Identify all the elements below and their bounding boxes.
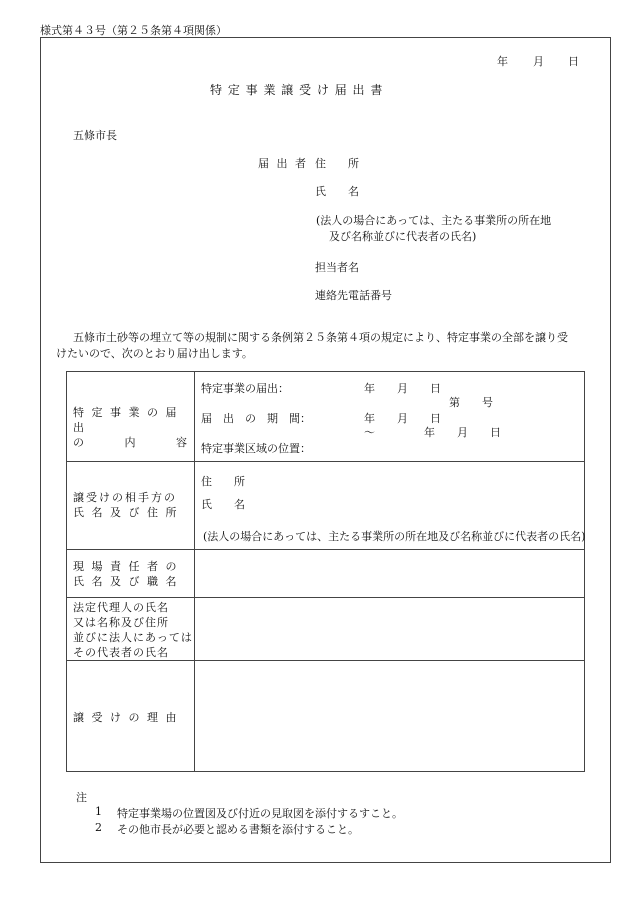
row-label-transferor: 譲受けの相手方の 氏 名 及 び 住 所 [73,491,179,519]
notification-number: 第 号 [449,396,493,409]
table-row-divider [67,549,584,550]
applicant-corp-note-1: (法人の場合にあっては、主たる事業所の所在地 [316,214,552,227]
applicant-name-label: 氏 名 [315,185,359,198]
row-label-legal-representative: 法定代理人の氏名 又は名称及び住所 並びに法人にあっては その代表者の氏名 [73,601,193,659]
date-day: 日 [568,55,579,68]
phone-label: 連絡先電話番号 [315,289,392,302]
date-year: 年 [497,55,508,68]
table-column-divider [194,372,195,771]
body-text-line-2: けたいので、次のとおり届け出します。 [56,347,253,360]
period-tilde: 〜 [364,426,375,439]
row-label-notification-content: 特 定 事 業 の 届 出 の 内 容 [73,406,189,449]
note-1-number: 1 [95,805,102,818]
contact-person-label: 担当者名 [315,261,359,274]
table-row-divider [67,660,584,661]
notes-header: 注 [76,791,87,804]
row-label-transfer-reason: 譲 受 け の 理 由 [73,711,179,724]
period-end-date: 年 月 日 [424,426,501,439]
note-2-number: 2 [95,821,102,834]
notification-label: 特定事業の届出： [201,382,289,395]
transferor-corp-note: (法人の場合にあっては、主たる事業所の所在地及び名称並びに代表者の氏名) [203,530,586,543]
details-table [66,371,585,772]
form-number: 様式第４３号（第２５条第４項関係） [40,24,227,37]
table-row-divider [67,461,584,462]
period-start-date: 年 月 日 [364,412,441,425]
applicant-address-label: 住 所 [315,157,359,170]
row-label-site-manager: 現 場 責 任 者 の 氏 名 及 び 職 名 [73,560,179,588]
date-month: 月 [533,55,544,68]
transferor-address-label: 住 所 [201,475,245,488]
applicant-label: 届 出 者 [258,157,308,170]
transferor-name-label: 氏 名 [201,498,245,511]
notification-date: 年 月 日 [364,382,441,395]
note-1-text: 特定事業場の位置図及び付近の見取図を添付するすこと。 [117,807,403,820]
note-2-text: その他市長が必要と認める書類を添付すること。 [117,823,359,836]
body-text-line-1: 五條市土砂等の埋立て等の規制に関する条例第２５条第４項の規定により、特定事業の全部を譲り受 [73,331,568,344]
area-location-label: 特定事業区域の位置： [201,442,311,455]
document-title: 特 定 事 業 譲 受 け 届 出 書 [210,83,384,97]
table-row-divider [67,597,584,598]
period-label: 届 出 の 期 間： [201,412,311,425]
addressee: 五條市長 [73,129,117,142]
applicant-corp-note-2: 及び名称並びに代表者の氏名) [329,230,477,243]
